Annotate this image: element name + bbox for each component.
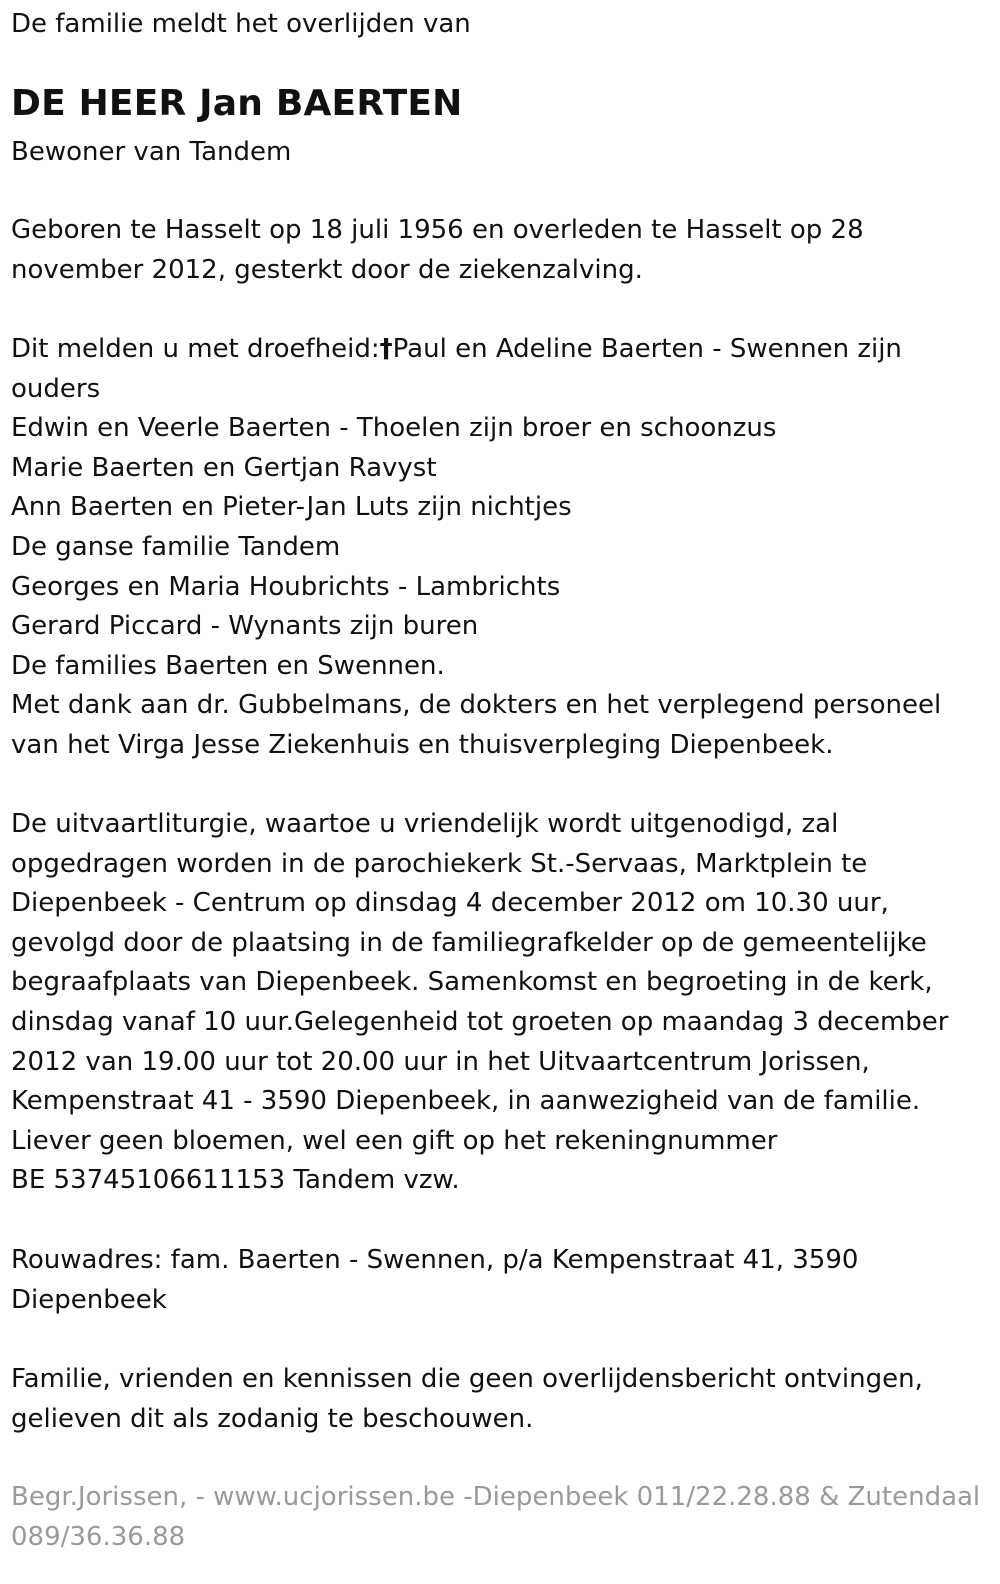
text-line: Met dank aan dr. Gubbelmans, de dokters en het verplegend personeel bbox=[11, 690, 942, 721]
text-line: Geboren te Hasselt op 18 juli 1956 en overleden te Hasselt op 28 bbox=[11, 215, 864, 245]
text-line: Ann Baerten en Pieter-Jan Luts zijn nichtjes bbox=[11, 492, 572, 523]
family-parents: Paul en Adeline Baerten - Swennen zijn bbox=[392, 334, 902, 364]
text-line: Diepenbeek bbox=[11, 1284, 167, 1315]
text-line: van het Virga Jesse Ziekenhuis en thuisverpleging Diepenbeek. bbox=[11, 729, 834, 760]
text-line: Edwin en Veerle Baerten - Thoelen zijn broer en schoonzus bbox=[11, 413, 777, 444]
text-line: november 2012, gesterkt door de ziekenzalving. bbox=[11, 254, 643, 285]
text-line: Gerard Piccard - Wynants zijn buren bbox=[11, 611, 479, 642]
text-line: De ganse familie Tandem bbox=[11, 531, 341, 562]
text-line: De uitvaartliturgie, waartoe u vriendelijk wordt uitgenodigd, zal bbox=[11, 809, 839, 839]
residence-subtitle: Bewoner van Tandem bbox=[11, 137, 292, 167]
text-line: BE 53745106611153 Tandem vzw. bbox=[11, 1165, 460, 1196]
text-line: gelieven dit als zodanig te beschouwen. bbox=[11, 1403, 534, 1434]
family-section bbox=[11, 330, 941, 766]
footer-line: Begr.Jorissen, - www.ucjorissen.be -Diepenbeek 011/22.28.88 & Zutendaal bbox=[11, 1482, 981, 1512]
mourning-address-section bbox=[11, 1241, 858, 1320]
text-line: dinsdag vanaf 10 uur.Gelegenheid tot groeten op maandag 3 december bbox=[11, 1006, 949, 1037]
text-line: Georges en Maria Houbrichts - Lambrichts bbox=[11, 571, 561, 602]
intro-text: De familie meldt het overlijden van bbox=[11, 9, 471, 39]
text-line: Diepenbeek - Centrum op dinsdag 4 december 2012 om 10.30 uur, bbox=[11, 888, 889, 919]
family-first-line bbox=[11, 330, 941, 370]
deceased-name: DE HEER Jan BAERTEN bbox=[11, 83, 463, 124]
funeral-home-footer bbox=[11, 1478, 980, 1557]
text-line: gevolgd door de plaatsing in de familiegrafkelder op de gemeentelijke bbox=[11, 927, 927, 958]
text-line: opgedragen worden in de parochiekerk St.-Servaas, Marktplein te bbox=[11, 848, 868, 879]
text-line: Rouwadres: fam. Baerten - Swennen, p/a Kempenstraat 41, 3590 bbox=[11, 1245, 859, 1275]
footer-line: 089/36.36.88 bbox=[11, 1521, 186, 1552]
text-line: Familie, vrienden en kennissen die geen overlijdensbericht ontvingen, bbox=[11, 1364, 923, 1394]
notice-note-section bbox=[11, 1360, 923, 1439]
text-line: Liever geen bloemen, wel een gift op het rekeningnummer bbox=[11, 1125, 778, 1156]
text-line: begraafplaats van Diepenbeek. Samenkomst en begroeting in de kerk, bbox=[11, 967, 933, 998]
funeral-section bbox=[11, 805, 948, 1201]
text-line: 2012 van 19.00 uur tot 20.00 uur in het Uitvaartcentrum Jorissen, bbox=[11, 1046, 870, 1077]
cross-icon: † bbox=[379, 334, 393, 364]
text-line: De families Baerten en Swennen. bbox=[11, 650, 445, 681]
text-line: Marie Baerten en Gertjan Ravyst bbox=[11, 452, 437, 483]
birth-death-section bbox=[11, 211, 864, 290]
family-intro: Dit melden u met droefheid: bbox=[11, 334, 380, 364]
text-line: Kempenstraat 41 - 3590 Diepenbeek, in aanwezigheid van de familie. bbox=[11, 1086, 921, 1117]
text-line: ouders bbox=[11, 373, 101, 404]
